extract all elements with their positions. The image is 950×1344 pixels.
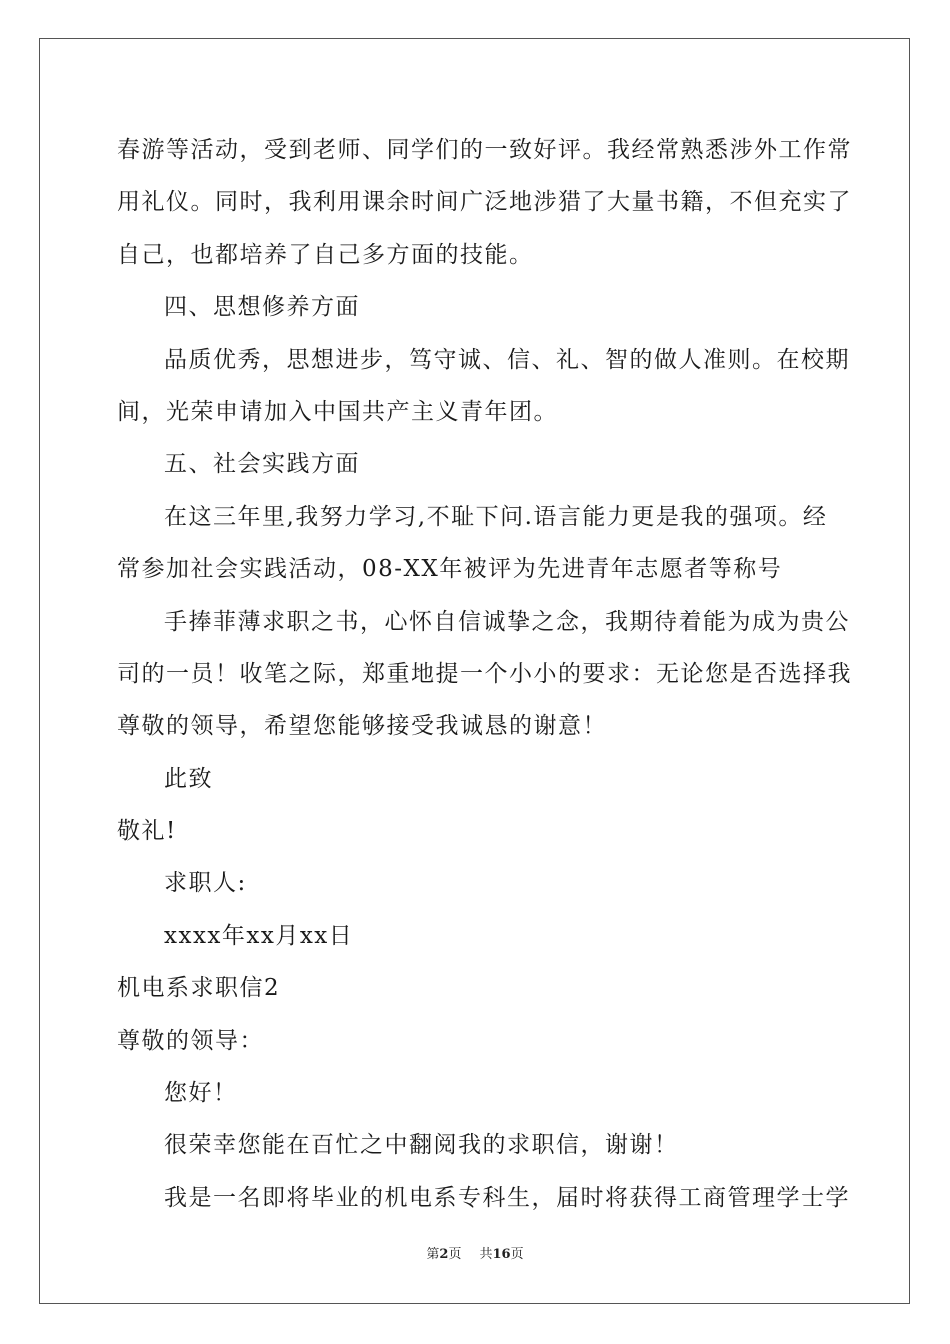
text-line: 间，光荣申请加入中国共产主义青年团。 [117,398,558,425]
document-body [117,124,852,1224]
page-number: 2 [439,1247,449,1262]
total-pages: 16 [492,1247,511,1262]
text-line: 常参加社会实践活动，08-XX年被评为先进青年志愿者等称号 [117,556,783,583]
text-line: 品质优秀，思想进步，笃守诚、信、礼、智的做人准则。在校期 [164,346,850,373]
total-prefix: 共 [479,1247,493,1262]
text-line: 尊敬的领导，希望您能够接受我诚恳的谢意！ [117,713,607,740]
text-line: xxxx年xx月xx日 [164,922,354,949]
text-line: 尊敬的领导： [117,1027,264,1054]
total-suffix: 页 [510,1247,524,1262]
text-line: 在这三年里,我努力学习,不耻下问.语言能力更是我的强项。经 [164,503,828,530]
page-suffix: 页 [448,1247,462,1262]
text-line: 用礼仪。同时，我利用课余时间广泛地涉猎了大量书籍，不但充实了 [117,189,852,216]
text-line: 司的一员！收笔之际，郑重地提一个小小的要求：无论您是否选择我 [117,660,852,687]
text-line: 春游等活动，受到老师、同学们的一致好评。我经常熟悉涉外工作常 [117,137,852,163]
text-line: 敬礼! [117,818,177,845]
text-line: 您好！ [164,1080,238,1107]
text-line: 很荣幸您能在百忙之中翻阅我的求职信，谢谢！ [164,1132,679,1159]
text-line: 我是一名即将毕业的机电系专科生，届时将获得工商管理学士学 [164,1184,850,1211]
text-line: 机电系求职信2 [117,975,281,1002]
text-line: 手捧菲薄求职之书，心怀自信诚挚之念，我期待着能为成为贵公 [164,608,850,635]
text-line: 此致 [164,765,213,792]
text-line: 自己，也都培养了自己多方面的技能。 [117,241,534,268]
page-prefix: 第 [426,1247,440,1262]
text-line: 四、思想修养方面 [164,294,360,321]
text-line: 五、社会实践方面 [164,451,360,478]
text-line: 求职人: [164,870,247,897]
page-footer [0,1246,950,1264]
